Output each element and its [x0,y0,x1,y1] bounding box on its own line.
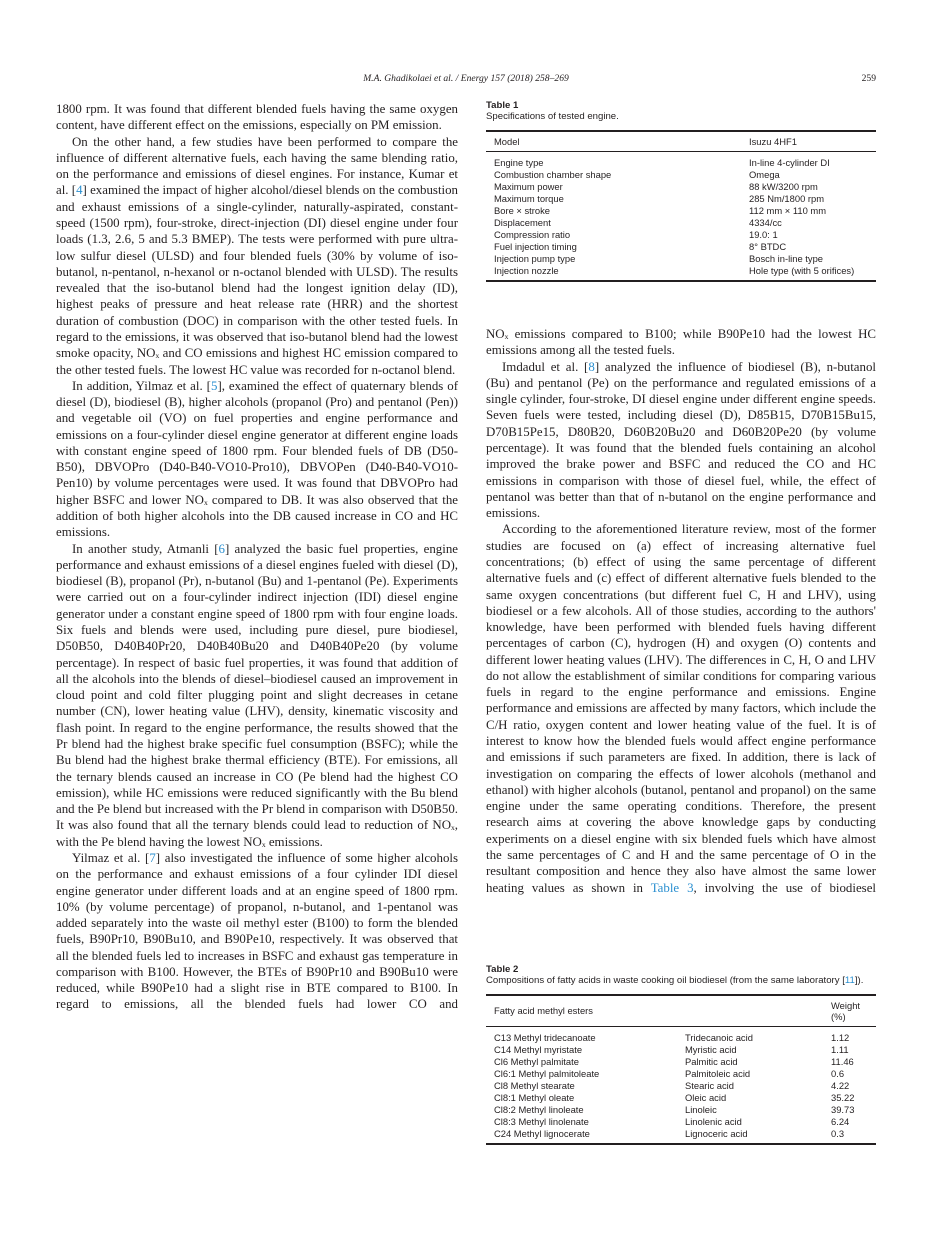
column-header: Model [486,131,741,152]
table-row [486,1116,876,1128]
table-row [486,169,876,181]
column-header: Isuzu 4HF1 [741,131,876,152]
citation-link[interactable]: 4 [76,183,83,198]
table-row [486,265,876,281]
table-cell: Palmitic acid [685,1055,738,1067]
table-row [486,241,876,253]
table-cell: Tridecanoic acid [685,1031,753,1043]
table-cell: Palmitoleic acid [685,1067,751,1079]
table-row [486,1128,876,1144]
table-row [486,1104,876,1116]
table-cell: Cl8 Methyl stearate [494,1079,575,1091]
column-header: Fatty acid methyl esters [486,995,677,1027]
citation-link[interactable]: 7 [149,850,156,865]
paragraph: In addition, Yilmaz et al. [5], examined the effect of quaternary blends of diesel (D), biodiesel (B), higher alcohols (propanol (Pro) and pentanol (Pen)) and vegetable oil (VO) on fuel properties and engine performance and emissions on a four-cylinder diesel engine generator at different engine loads with constant engine speed of 1800 rpm. Four blended fuels of DB (D50-B50), DBVOPro (D40-B40-VO10-Pro10), DBVOPen (D40-B40-VO10-Pen10) by volume percentages were used. It was found that DBVOPro had higher BSFC and lower NOₓ compared to DB. It was also observed that the addition of both higher alcohols into the DB caused increase in CO and HC emissions. [56,378,458,540]
table-cell: 88 kW/3200 rpm [749,180,818,192]
citation-link[interactable]: 8 [588,359,595,374]
table-cell: Fuel injection timing [494,241,577,253]
table-cell: 11.46 [831,1055,854,1067]
table-cell: 0.6 [831,1067,845,1079]
table-cell: 1.12 [831,1031,850,1043]
table-cell: Myristic acid [685,1043,737,1055]
fatty-acid-table [486,994,876,1146]
table-cell: 19.0: 1 [749,229,778,241]
table-caption: Compositions of fatty acids in waste cooking oil biodiesel (from the same laboratory [11]). [486,975,864,986]
table-cell: Cl8:1 Methyl oleate [494,1091,575,1103]
paragraph: On the other hand, a few studies have been performed to compare the influence of different alternative fuels, each having the same blending ratio, on the performance and emissions of diesel engines. For instance, Kumar et al. [4] examined the impact of higher alcohol/diesel blends on the combustion and exhaust emissions of a single-cylinder, naturally-aspirated, constant-speed (1500 rpm), four-stroke, direct-injection (DI) diesel engine under four loads (1.3, 2.6, 5 and 5.3 BMEP). The tests were performed with pure ultra-low sulfur diesel (ULSD) and four blended fuels (30% by volume of iso-butanol, n-pentanol, n-hexanol or n-octanol blended with ULSD). The results revealed that the iso-butanol blend had the longest ignition delay (ID), highest peaks of pressure and heat release rate (HRR) and the shortest duration of combustion (DOC) in comparison with the other tested fuels. In regard to the emissions, it was observed that iso-butanol blend had the lowest smoke opacity, NOₓ and CO emissions and highest HC emission compared to the other tested fuels. The lowest HC value was recorded for n-octanol blend. [56,134,458,377]
table-cell: Engine type [494,156,544,168]
table-caption: Specifications of tested engine. [486,111,619,122]
table-link[interactable]: Table 3 [650,880,694,895]
citation-link[interactable]: 11 [844,975,855,986]
table-cell: 4334/cc [749,216,782,228]
table-cell: Lignoceric acid [685,1128,748,1140]
table-cell: 0.3 [831,1128,845,1140]
table-cell: 112 mm × 110 mm [749,204,827,216]
paragraph: Imdadul et al. [8] analyzed the influence of biodiesel (B), n-butanol (Bu) and pentanol (Pe) on the performance and regulated emissions of a single cylinder, four-stroke, DI diesel engine under different engine speeds. Seven fuels were tested, including diesel (D), D85B15, D70B15Bu15, D70B15Pe15, D80B20, D60B20Bu20 and D60B20Pe20 (by volume percentage). It was found that the blended fuels containing an alcohol improved the brake power and BSFC and reduced the CO and HC emissions in comparison with those of diesel fuel, while, the effect of pentanol was better than that of n-butanol on the engine performance and emissions. [486,359,876,521]
citation-link[interactable]: 5 [210,378,218,393]
paragraph: 1800 rpm. It was found that different blended fuels having the same oxygen content, have different effect on the emissions, especially on PM emission. [56,102,458,133]
table-cell: 8° BTDC [749,241,787,253]
table-cell: Displacement [494,216,551,228]
table-row [486,1092,876,1104]
table-cell: Cl6:1 Methyl palmitoleate [494,1067,600,1079]
paragraph: Yilmaz et al. [7] also investigated the influence of some higher alcohols on the performance and exhaust emissions of a four cylinder IDI diesel engine generator under different loads and at an engine speed of 1800 rpm. 10% (by volume percentage) of propanol, n-butanol, and 1-pentanol was added separately into the waste oil methyl ester (B100) to form the blended fuels, B90Pr10, B90Bu10, and B90Pe10, respectively. It was observed that all the blended fuels led to increases in BSFC and exhaust gas temperature in comparison with B100. However, the BTEs of B90Pr10 and B90Bu10 were reduced, while B90Pe10 had a slight rise in BTE compared to B100. In regard to emissions, all the blended fuels had lower CO and [56,850,458,1012]
table-cell: C13 Methyl tridecanoate [494,1031,596,1043]
table-row [486,1080,876,1092]
table-cell: C14 Methyl myristate [494,1043,583,1055]
table-row [486,253,876,265]
table-cell: 35.22 [831,1091,855,1103]
table-cell: Linoleic [685,1104,717,1116]
table-cell: Linolenic acid [685,1116,742,1128]
table-cell: Injection nozzle [494,265,559,277]
table-row [486,1068,876,1080]
paragraph: According to the aforementioned literature review, most of the former studies are focused on (a) effect of increasing alternative fuel concentrations; (b) effect of using the same percentage of different alternative fuels and (c) effect of different alternative fuels blended to the same oxygen concentrations (but different fuel C, H and LHV), using biodiesel or a few alcohols. All of those studies, according to the authors' knowledge, have been performed with blended fuels having different percentages of carbon (C), hydrogen (H) and oxygen (O) contents and different lower heating values (LHV). The differences in C, H, O and LHV do not allow the establishment of similar conditions for comparing various fuels in regard to the engine performance and emissions. Engine performance and emissions are affected by many factors, which include the C/H ratio, oxygen content and lower heating value of the fuel. It is of interest to know how the blended fuels would affect engine performance and emissions if such parameters are fixed. In addition, there is lack of investigation on comparing the effects of lower alcohols (methanol and ethanol) with higher alcohols (butanol, pentanol and propanol) on the same engine under the same operating conditions. Therefore, the present research aims at covering the above knowledge gaps by conducting experiments on a diesel engine with six blended fuels which have almost the same percentages of C and H and the same percentage of O in the resultant composition and hence they also have almost the same lower heating values as shown in Table 3, involving the use of biodiesel [486,522,877,895]
table-1 [486,100,876,282]
table-cell: Cl8:2 Methyl linoleate [494,1104,584,1116]
table-cell: Combustion chamber shape [494,168,612,180]
table-row [486,229,876,241]
table-row [486,217,876,229]
table-label: Table 1 [486,100,519,111]
column-header: Weight (%) [823,995,876,1027]
table-cell: 285 Nm/1800 rpm [749,192,825,204]
paragraph: NOₓ emissions compared to B100; while B90Pe10 had the lowest HC emissions among all the tested fuels. [486,327,876,358]
page-number: 259 [861,73,876,84]
table-row [486,1026,876,1044]
table-cell: 39.73 [831,1104,855,1116]
table-row [486,181,876,193]
table-2 [486,964,876,1145]
table-cell: C24 Methyl lignocerate [494,1128,590,1140]
table-row [486,151,876,169]
table-cell: Hole type (with 5 orifices) [749,265,855,277]
table-cell: Bosch in-line type [749,253,823,265]
table-cell: 4.22 [831,1079,850,1091]
engine-spec-table [486,130,876,283]
table-cell: Bore × stroke [494,204,551,216]
citation-link[interactable]: 6 [218,541,225,556]
table-row [486,193,876,205]
running-head-citation: M.A. Ghadikolaei et al. / Energy 157 (2018) 258–269 [363,73,569,84]
table-cell: Maximum power [494,180,563,192]
table-row [486,205,876,217]
table-cell: Injection pump type [494,253,576,265]
column-header [677,995,823,1027]
table-cell: In-line 4-cylinder DI [749,156,830,168]
table-cell: Maximum torque [494,192,564,204]
table-cell: 1.11 [831,1043,849,1055]
table-cell: Omega [749,168,780,180]
left-column [56,101,458,1013]
table-row [486,1044,876,1056]
table-cell: Oleic acid [685,1091,727,1103]
table-row [486,1056,876,1068]
right-column [486,326,876,896]
table-cell: Compression ratio [494,229,571,241]
table-label: Table 2 [486,964,519,975]
table-cell: Stearic acid [685,1079,734,1091]
table-cell: Cl6 Methyl palmitate [494,1055,579,1067]
paragraph: In another study, Atmanli [6] analyzed the basic fuel properties, engine performance and exhaust emissions of a diesel engines fueled with diesel (D), biodiesel (B), propanol (Pr), n-butanol (Bu) and 1-pentanol (Pe). Experiments were carried out on a four-cylinder indirect injection (IDI) diesel engine generator under a constant engine speed of 1800 rpm with four engine loads. Six fuels and blends were used, including pure diesel, pure biodiesel, D50B50, D40B40Pr20, D40B40Bu20 and D40B40Pe20 (by volume percentage). In respect of basic fuel properties, it was found that addition of all the alcohols into the blends of diesel–biodiesel caused an improvement in cloud point and cold filter plugging point and slight decreases in cetane number (CN), lower heating value (LHV), density, kinematic viscosity and flash point. In regard to the engine performance, the results showed that the Pr blend had the highest brake specific fuel consumption (BSFC); while the Bu blend had the highest brake thermal efficiency (BTE). For emissions, all the ternary blends caused an increase in CO (Pe blend had the highest CO emission), while HC emissions were reduced significantly with the Bu blend and the Pe blend but increased with the Pr blend in comparison with D50B50. It was also found that all the ternary blends could lead to reduction of NOₓ, with the Pe blend having the lowest NOₓ emissions. [56,541,458,849]
table-cell: 6.24 [831,1116,850,1128]
table-cell: Cl8:3 Methyl linolenate [494,1116,589,1128]
